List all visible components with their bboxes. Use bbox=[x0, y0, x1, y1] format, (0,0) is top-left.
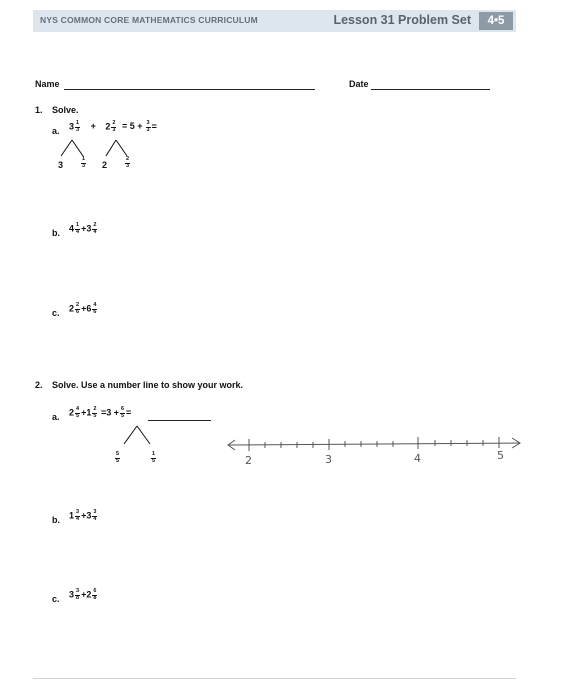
problem-2a-expression: 2 $\frac{4}{5}$ +1 $\frac{2}{5}$ =3 + $\frac{6}{5}$ = bbox=[69, 406, 132, 419]
date-label: Date bbox=[349, 79, 369, 89]
question-2-number: 2. bbox=[35, 380, 43, 390]
number-line bbox=[225, 432, 525, 472]
answer-blank[interactable] bbox=[148, 420, 211, 421]
problem-2c-expression: 3 $\frac{3}{8}$ +2 $\frac{6}{8}$ bbox=[69, 588, 97, 601]
name-field[interactable] bbox=[64, 89, 315, 90]
bond-1-fraction: $\frac{1}{3}$ bbox=[82, 156, 86, 169]
name-label: Name bbox=[35, 79, 60, 89]
grade-module-badge: 4•5 bbox=[479, 12, 513, 30]
question-1-number: 1. bbox=[35, 105, 43, 115]
problem-2c-letter: c. bbox=[52, 594, 60, 604]
question-2-prompt: Solve. Use a number line to show your work. bbox=[52, 380, 244, 390]
number-line-label: 5 bbox=[497, 449, 504, 462]
lesson-title: Lesson 31 Problem Set bbox=[333, 13, 471, 27]
bond-1-whole: 3 bbox=[58, 160, 64, 170]
number-line-label: 4 bbox=[414, 452, 421, 465]
problem-2b-expression: 1 $\frac{3}{4}$ +3 $\frac{3}{4}$ bbox=[69, 509, 97, 522]
problem-2a-letter: a. bbox=[52, 412, 60, 422]
curriculum-title: NYS COMMON CORE MATHEMATICS CURRICULUM bbox=[40, 15, 258, 25]
problem-2b-letter: b. bbox=[52, 515, 60, 525]
date-field[interactable] bbox=[371, 89, 490, 90]
bond-2-fraction: $\frac{2}{3}$ bbox=[126, 156, 130, 169]
number-bond-lines bbox=[55, 138, 145, 160]
problem-1b-expression: 4 $\frac{1}{4}$ +3 $\frac{2}{4}$ bbox=[69, 222, 97, 235]
problem-1a-expression: 3 $\frac{1}{3}$ + 2 $\frac{2}{3}$ = 5 + $\frac{3}{3}$ = bbox=[69, 120, 157, 133]
problem-1c-expression: 2 $\frac{2}{6}$ +6 $\frac{4}{6}$ bbox=[69, 302, 97, 315]
bond-2-whole: 2 bbox=[102, 160, 108, 170]
problem-1b-letter: b. bbox=[52, 228, 60, 238]
number-bond-lines bbox=[110, 424, 170, 450]
footer-divider bbox=[33, 678, 516, 679]
bond-fraction-2: $\frac{1}{5}$ bbox=[152, 451, 156, 464]
number-line-label: 3 bbox=[325, 453, 332, 466]
number-line-label: 2 bbox=[245, 454, 252, 467]
problem-1c-letter: c. bbox=[52, 308, 60, 318]
bond-fraction-1: $\frac{5}{5}$ bbox=[116, 451, 120, 464]
problem-1a-letter: a. bbox=[52, 126, 60, 136]
page-header bbox=[33, 10, 516, 32]
question-1-prompt: Solve. bbox=[52, 105, 79, 115]
